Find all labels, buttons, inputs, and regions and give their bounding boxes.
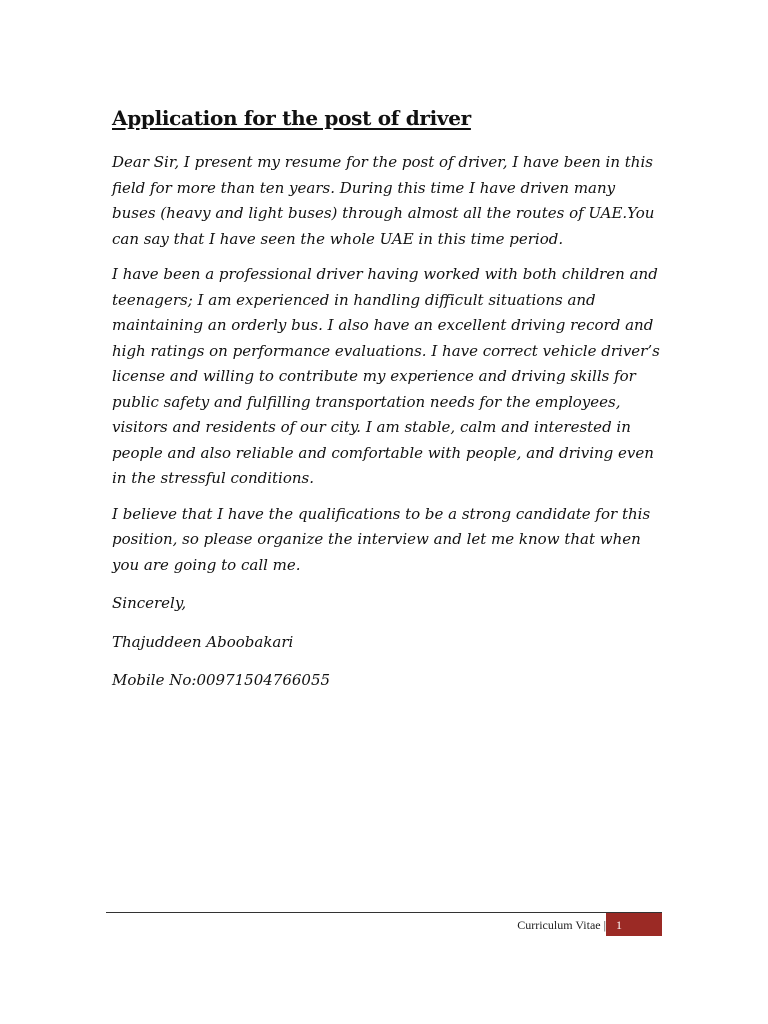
paragraph-intro: Dear Sir, I present my resume for the post of driver, I have been in this field for more than ten years. During this time I have driven many buses (heavy and light buses) through almost all the routes of UAE.You can say that I have seen the whole UAE in this time period. bbox=[112, 153, 655, 248]
page-number-badge bbox=[606, 913, 662, 936]
mobile-number: Mobile No:00971504766055 bbox=[112, 671, 331, 689]
footer-divider bbox=[106, 912, 662, 913]
page-number: 1 bbox=[616, 918, 622, 932]
footer-label: Curriculum Vitae | bbox=[517, 918, 606, 932]
paragraph-experience: I have been a professional driver having worked with both children and teenagers; I am experienced in handling difficult situations and maintaining an orderly bus. I also have an excellent driving record and high ratings on performance evaluations. I have correct vehicle driver’s license and willing to contribute my experience and driving skills for public safety and fulfilling transportation needs for the employees, visitors and residents of our city. I am stable, calm and interested in people and also reliable and comfortable with people, and driving even in the stressful conditions. bbox=[112, 265, 660, 487]
closing-salutation: Sincerely, bbox=[112, 594, 187, 612]
signature-name: Thajuddeen Aboobakari bbox=[112, 632, 294, 651]
document-title: Application for the post of driver bbox=[112, 106, 471, 130]
letter-body bbox=[112, 150, 660, 707]
paragraph-request: I believe that I have the qualifications to be a strong candidate for this position, so please organize the interview and let me know that when you are going to call me. bbox=[112, 504, 651, 574]
